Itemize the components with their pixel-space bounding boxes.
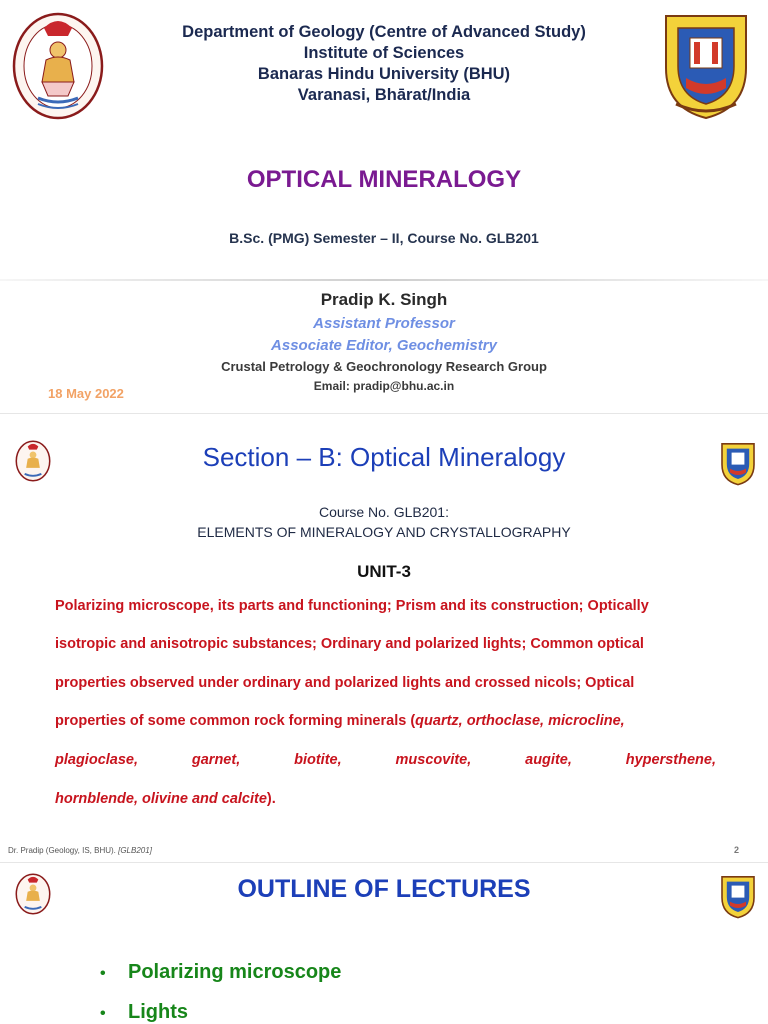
institute-of-science-emblem-icon bbox=[656, 8, 756, 120]
mineral-list: quartz, orthoclase, microcline, bbox=[415, 713, 625, 729]
section-title: Section – B: Optical Mineralogy bbox=[202, 442, 566, 472]
outline-item-label: Polarizing microscope bbox=[128, 961, 342, 983]
outline-item-label: Lights bbox=[128, 1001, 188, 1023]
syllabus-text: properties of some common rock forming minerals ( bbox=[55, 713, 416, 729]
header-line-location: Varanasi, Bhārat/India bbox=[297, 86, 471, 104]
bullet-icon: • bbox=[100, 1005, 106, 1022]
course-name: ELEMENTS OF MINERALOGY AND CRYSTALLOGRAPHY bbox=[197, 524, 571, 540]
syllabus-mineral-row bbox=[55, 752, 716, 768]
mineral-name: plagioclase, bbox=[55, 752, 139, 768]
syllabus-slide bbox=[0, 413, 768, 861]
mineral-name: garnet, bbox=[191, 752, 241, 768]
page-number: 2 bbox=[734, 845, 740, 855]
syllabus-line: Polarizing microscope, its parts and functioning; Prism and its construction; Optically bbox=[55, 598, 649, 614]
syllabus-line: isotropic and anisotropic substances; Ordinary and polarized lights; Common optical bbox=[55, 636, 644, 652]
syllabus-text: ). bbox=[266, 791, 276, 807]
slide-title: OPTICAL MINERALOGY bbox=[246, 166, 522, 193]
author-name: Pradip K. Singh bbox=[320, 290, 448, 309]
footer-author: Dr. Pradip (Geology, IS, BHU). bbox=[8, 846, 119, 855]
outline-item bbox=[100, 1001, 188, 1024]
author-role-editor: Associate Editor, Geochemistry bbox=[271, 337, 497, 354]
department-header bbox=[130, 22, 638, 106]
mineral-list: hornblende, olivine and calcite bbox=[55, 791, 267, 807]
mineral-name: hypersthene, bbox=[625, 752, 716, 768]
mineral-name: augite, bbox=[525, 752, 572, 768]
title-slide bbox=[0, 0, 768, 412]
research-group: Crustal Petrology & Geochronology Research Group bbox=[221, 359, 547, 374]
author-role: Assistant Professor bbox=[313, 315, 455, 332]
outline-slide bbox=[0, 862, 768, 1024]
syllabus-line: properties observed under ordinary and polarized lights and crossed nicols; Optical bbox=[55, 675, 635, 691]
mineral-name: biotite, bbox=[294, 752, 342, 768]
author-email: Email: pradip@bhu.ac.in bbox=[313, 379, 455, 393]
outline-item bbox=[100, 961, 341, 984]
course-number: Course No. GLB201: bbox=[319, 504, 449, 520]
header-line-department: Department of Geology (Centre of Advanced Study) bbox=[182, 23, 586, 41]
syllabus-line bbox=[55, 713, 716, 729]
slide-footer bbox=[8, 846, 152, 855]
bullet-icon: • bbox=[100, 965, 106, 982]
syllabus-line bbox=[55, 791, 716, 807]
header-line-university: Banaras Hindu University (BHU) bbox=[257, 65, 511, 83]
presentation-date: 18 May 2022 bbox=[48, 386, 124, 401]
course-subtitle: B.Sc. (PMG) Semester – II, Course No. GLB201 bbox=[229, 230, 539, 246]
divider bbox=[0, 279, 768, 281]
outline-title: OUTLINE OF LECTURES bbox=[237, 875, 531, 903]
mineral-name: muscovite, bbox=[395, 752, 472, 768]
bhu-emblem-icon bbox=[8, 6, 108, 126]
unit-heading: UNIT-3 bbox=[357, 562, 411, 581]
footer-course: [GLB201] bbox=[118, 846, 152, 855]
header-line-institute: Institute of Sciences bbox=[303, 44, 465, 62]
